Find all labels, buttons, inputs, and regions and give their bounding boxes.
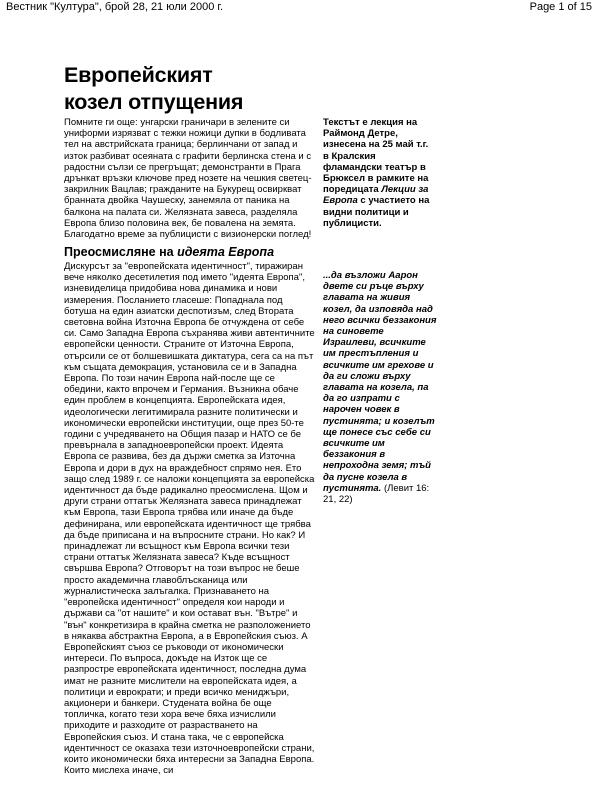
sidebar-note-text-1: Текстът е лекция на Раймонд Детре, изнесена на 25 май т.г. в Кралския фламандски театър в Брюксел в рамките на поредицата (323, 117, 429, 196)
article-title-line-2: козел отпущения (64, 90, 244, 114)
sidebar-note-text-2: с участието на видни политици и публицисти. (323, 195, 430, 229)
section-heading-prefix: Преосмисляне на (64, 245, 178, 259)
section-heading-emphasis: идеята Европа (177, 245, 275, 259)
epigraph-quote (323, 270, 439, 505)
article-intro: Помните ги още: унгарски граничари в зелените си униформи изрязват с тежки ножици дупки в бодливата тел на австрийската граница; берлинчани от запад и изток разбиват осеяната с графити берлинска стена и с радостни сълзи се прегръщат; демонстранти в Прага дрънкат връзки ключове пред нозете на чешкия светец-закрилник Вацлав; гражданите на Букурещ освиркват бранната двойка Чаушеску, занемяла от паника на балкона на палата си. Желязната завеса, разделяла Европа близо половина век, бе повалена на земята. Благодатно време за публицисти с визионерски поглед! (64, 117, 312, 241)
article-title-line-1: Европейският (64, 63, 213, 87)
sidebar-series-title: Лекции за Европа (323, 184, 429, 207)
section-heading (64, 245, 316, 259)
article-title (64, 62, 324, 116)
quote-reference: (Левит 16: 21, 22) (323, 482, 430, 506)
article-body: Дискурсът за "европейската идентичност", тиражиран вече няколко десетилетия под името "идеята Европа", изневиделица придобива нова динамика и нови измерения. Посланието гласеше: Попаднала под ботуша на един азиатски деспотизъм, след Втората световна война Източна Европа бе отчуждена от себе си. Само Западна Европа съхранява живи автентичните европейски ценности. Страните от Източна Европа, отърсили се от болшевишката диктатура, сега са на път към същата демокрация, установила се и в Западна Европа. По този начин Европа най-после ще се обедини, както впрочем и Германия. Възникна обаче един проблем в концепцията. Европейската идея, идеологически легитимирала разните политически и икономически европейски институции, още през 50-те години с учредяването на Общия пазар и НАТО се бе превърнала в западноевропейски проект. Идеята Европа се развива, без да държи сметка за Източна Европа и дори в дух на враждебност спрямо нея. Ето защо след 1989 г. се наложи концепцията за европейска идентичност да бъде радикално преосмислена. Щом и други страни оттатък Желязната завеса принадлежат към Европа, тази Европа трябва или иначе да бъде дефинирана, или европейската идентичност ще трябва да бъде приписана и на въпросните страни. Но как? И принадлежат ли всъщност към Европа всички тези страни оттатък Желязната завеса? Къде всъщност свършва Европа? Отговорът на този въпрос не беше просто академична главоблъсканица или журналистическа залъгалка. Признаването на "европейска идентичност" определя кои народи и държави са "от нашите" и кои остават вън. "Вътре" и "вън" конкретизира в крайна сметка не разположението в някаква абстрактна Европа, а в Европейския съюз. А Европейският съюз се ръководи от икономически интереси. По въпроса, докъде на Изток ще се разпростре европейската идентичност, последна дума имат не разните мислители на европейската идея, а политици и еврократи; и преди всичко мениджъри, акционери и банкери. Студената война бе още топличка, когато тези хора вече бяха изчислили приходите и разходите от разрастването на Европейския съюз. И стана така, че с европейска идентичност се оказаха тези източноевропейски страни, които икономически бяха интересни за Западна Европа. Които мислеха иначе, си (64, 261, 315, 777)
page-header (0, 0, 600, 16)
page-number: Page 1 of 15 (529, 1, 592, 13)
sidebar-note (323, 117, 435, 229)
publication-info: Вестник "Култура", брой 28, 21 юли 2000 г. (6, 1, 224, 13)
quote-text: ...да възложи Аарон двете си ръце върху главата на живия козел, да изповяда над него всички беззакония на синовете Израилеви, всичките им престъпления и всичките им грехове и да ги сложи върху главата на козела, па да го изпрати с нарочен човек в пустинята; и козелът ще понесе със себе си всичките им беззакония в непроходна земя; тъй да пусне козела в пустинята. (323, 270, 437, 494)
